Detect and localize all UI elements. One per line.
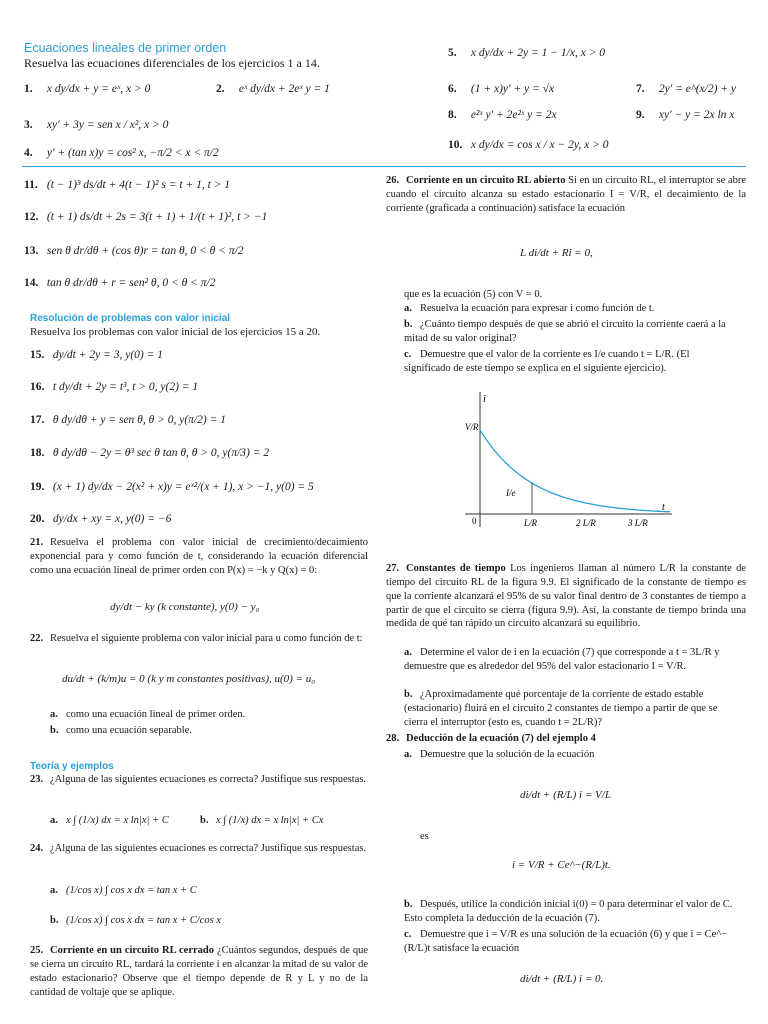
exercise-18: 18. θ dy/dθ − 2y = θ³ sec θ tan θ, θ > 0, y(π/3) = 2 bbox=[30, 447, 270, 459]
exercise-14: 14. tan θ dr/dθ + r = sen² θ, 0 < θ < π/2 bbox=[24, 277, 216, 289]
exercise-22-b: b. como una ecuación separable. bbox=[50, 725, 192, 736]
exercise-26-after: que es la ecuación (5) con V = 0. bbox=[404, 289, 543, 300]
exercise-28-a: a. Demuestre que la solución de la ecuación bbox=[404, 749, 595, 760]
exercise-5: 5. x dy/dx + 2y = 1 − 1/x, x > 0 bbox=[448, 47, 606, 59]
exercise-1: 1. x dy/dx + y = eˣ, x > 0 bbox=[24, 83, 151, 95]
exercise-24-a: a. (1/cos x) ∫ cos x dx = tan x + C bbox=[50, 885, 197, 896]
exercise-9: 9. xy′ − y = 2x ln x bbox=[636, 109, 735, 121]
exercise-28-eq3: di/dt + (R/L) i = 0. bbox=[520, 973, 604, 985]
exercise-24-b: b. (1/cos x) ∫ cos x dx = tan x + C/cos x bbox=[50, 915, 221, 926]
exercise-28-es: es bbox=[420, 831, 429, 842]
exercise-28-eq1: di/dt + (R/L) i = V/L bbox=[520, 789, 611, 801]
exercise-28-c: c. Demuestre que i = V/R es una solución de la ecuación (6) y que i = Ce^−(R/L)t satisface la ecuación bbox=[404, 929, 728, 954]
exercise-3: 3. xy′ + 3y = sen x / x², x > 0 bbox=[24, 119, 169, 131]
exercise-20: 20. dy/dx + xy = x, y(0) = −6 bbox=[30, 513, 172, 525]
exercise-12: 12. (t + 1) ds/dt + 2s = 3(t + 1) + 1/(t + 1)², t > −1 bbox=[24, 211, 268, 223]
exercise-23: 23. ¿Alguna de las siguientes ecuaciones es correcta? Justifique sus respuestas. bbox=[30, 774, 367, 785]
section-title-theory: Teoría y ejemplos bbox=[30, 761, 114, 772]
tick-3: 3 L/R bbox=[628, 518, 648, 528]
exercise-23-a: a. x ∫ (1/x) dx = x ln|x| + C bbox=[50, 815, 169, 826]
exercise-26-heading: Corriente en un circuito RL abierto bbox=[406, 175, 566, 186]
section-title-ivp: Resolución de problemas con valor inicial bbox=[30, 313, 231, 324]
intro-text: Resuelva las ecuaciones diferenciales de los ejercicios 1 a 14. bbox=[24, 56, 320, 70]
decay-curve bbox=[480, 430, 670, 512]
exercise-27: 27. Constantes de tiempo Los ingenieros llaman al número L/R la constante de tiempo del circuito RL de la figura 9.9. El significado de la constante de tiempo es que la corriente alcanzará el 95% de su valor final dentro de 3 constantes de tiempo a partir de que el circuito se cierra (figura 9.9). Así, la constante de tiempo brinda una medida de qué tan rápido un circuito alcanzará su equilibrio. bbox=[386, 563, 747, 630]
exercise-22: 22. Resuelva el siguiente problema con valor inicial para u como función de t: bbox=[30, 633, 363, 644]
exercise-27-a: a. Determine el valor de i en la ecuación (7) que corresponde a t = 3L/R y demuestre que es alrededor del 95% del valor estacionario I = V/R. bbox=[404, 647, 720, 672]
exercise-28-b: b. Después, utilice la condición inicial i(0) = 0 para determinar el valor de C. Esto completa la deducción de la ecuación (7). bbox=[404, 899, 733, 924]
exercise-17: 17. θ dy/dθ + y = sen θ, θ > 0, y(π/2) = 1 bbox=[30, 414, 226, 426]
exercise-8: 8. e²ˣ y′ + 2e²ˣ y = 2x bbox=[448, 109, 557, 121]
ie-label: I/e bbox=[506, 488, 516, 498]
exercise-4: 4. y′ + (tan x)y = cos² x, −π/2 < x < π/2 bbox=[24, 147, 219, 159]
x-axis-label: t bbox=[662, 502, 665, 513]
section-title-linear: Ecuaciones lineales de primer orden bbox=[24, 41, 227, 55]
exercise-23-b: b. x ∫ (1/x) dx = x ln|x| + Cx bbox=[200, 815, 324, 826]
v-over-r-label: V/R bbox=[465, 422, 479, 432]
exercise-28: 28. Deducción de la ecuación (7) del ejemplo 4 bbox=[386, 733, 596, 744]
exercise-10: 10. x dy/dx = cos x / x − 2y, x > 0 bbox=[448, 139, 609, 151]
exercise-26-equation: L di/dt + Ri = 0, bbox=[520, 247, 593, 259]
exercise-28-eq2: i = V/R + Ce^−(R/L)t. bbox=[512, 859, 611, 871]
exercise-24: 24. ¿Alguna de las siguientes ecuaciones es correcta? Justifique sus respuestas. bbox=[30, 843, 367, 854]
exercise-21: 21. Resuelva el problema con valor inicial de crecimiento/decaimiento exponencial para y como función de t, considerando la ecuación diferencial como una ecuación lineal de primer orden con P(x) = −k y Q(x) = 0: bbox=[30, 537, 368, 576]
tick-1: L/R bbox=[524, 518, 538, 528]
tick-0: 0 bbox=[472, 516, 477, 526]
exercise-16: 16. t dy/dt + 2y = t³, t > 0, y(2) = 1 bbox=[30, 381, 199, 393]
exercise-26: 26. Corriente en un circuito RL abierto Si en un circuito RL, el interruptor se abre cuando el circuito alcanza su estado estacionario I = V/R, el decaimiento de la corriente (graficada a continuación) satisface la ecuación bbox=[386, 175, 747, 214]
exercise-26-a: a. Resuelva la ecuación para expresar i como función de t. bbox=[404, 303, 655, 314]
exercise-26-b: b. ¿Cuánto tiempo después de que se abrió el circuito la corriente caerá a la mitad de su valor original? bbox=[404, 319, 726, 344]
tick-2: 2 L/R bbox=[576, 518, 596, 528]
exercise-7: 7. 2y′ = e^(x/2) + y bbox=[636, 83, 737, 95]
exercise-15: 15. dy/dt + 2y = 3, y(0) = 1 bbox=[30, 349, 164, 361]
divider bbox=[22, 166, 746, 167]
y-axis-label: i bbox=[483, 394, 486, 405]
decay-graph bbox=[450, 392, 680, 552]
exercise-6: 6. (1 + x)y′ + y = √x bbox=[448, 83, 555, 95]
ivp-intro: Resuelva los problemas con valor inicial de los ejercicios 15 a 20. bbox=[30, 326, 321, 338]
exercise-13: 13. sen θ dr/dθ + (cos θ)r = tan θ, 0 < θ < π/2 bbox=[24, 245, 244, 257]
exercise-27-heading: Constantes de tiempo bbox=[406, 563, 506, 574]
exercise-11: 11. (t − 1)³ ds/dt + 4(t − 1)² s = t + 1, t > 1 bbox=[24, 179, 231, 191]
exercise-22-a: a. como una ecuación lineal de primer orden. bbox=[50, 709, 246, 720]
exercise-21-equation: dy/dt − ky (k constante), y(0) − y₀ bbox=[110, 601, 260, 613]
exercise-25-heading: Corriente en un circuito RL cerrado bbox=[50, 945, 214, 956]
exercise-26-c: c. Demuestre que el valor de la corriente es I/e cuando t = L/R. (El significado de este tiempo se explica en el siguiente ejercicio). bbox=[404, 349, 690, 374]
exercise-28-heading: Deducción de la ecuación (7) del ejemplo 4 bbox=[406, 733, 596, 744]
exercise-19: 19. (x + 1) dy/dx − 2(x² + x)y = eˣ²/(x + 1), x > −1, y(0) = 5 bbox=[30, 481, 314, 493]
exercise-25: 25. Corriente en un circuito RL cerrado ¿Cuántos segundos, después de que se cierra un circuito RL, tardará la corriente i en alcanzar la mitad de su valor de estado estacionario? Observe que el tiempo depende de R y L y no de la cantidad de voltaje que se aplique. bbox=[30, 945, 368, 998]
exercise-2: 2. eˣ dy/dx + 2eˣ y = 1 bbox=[216, 83, 330, 95]
exercise-27-b: b. ¿Aproximadamente qué porcentaje de la corriente de estado estable (estacionario) fluirá en el circuito 2 constantes de tiempo a partir de que se cierra el interruptor (esto es, cuando t = 2L/R)? bbox=[404, 689, 718, 728]
exercise-22-equation: du/dt + (k/m)u = 0 (k y m constantes positivas), u(0) = u₀ bbox=[62, 673, 316, 685]
